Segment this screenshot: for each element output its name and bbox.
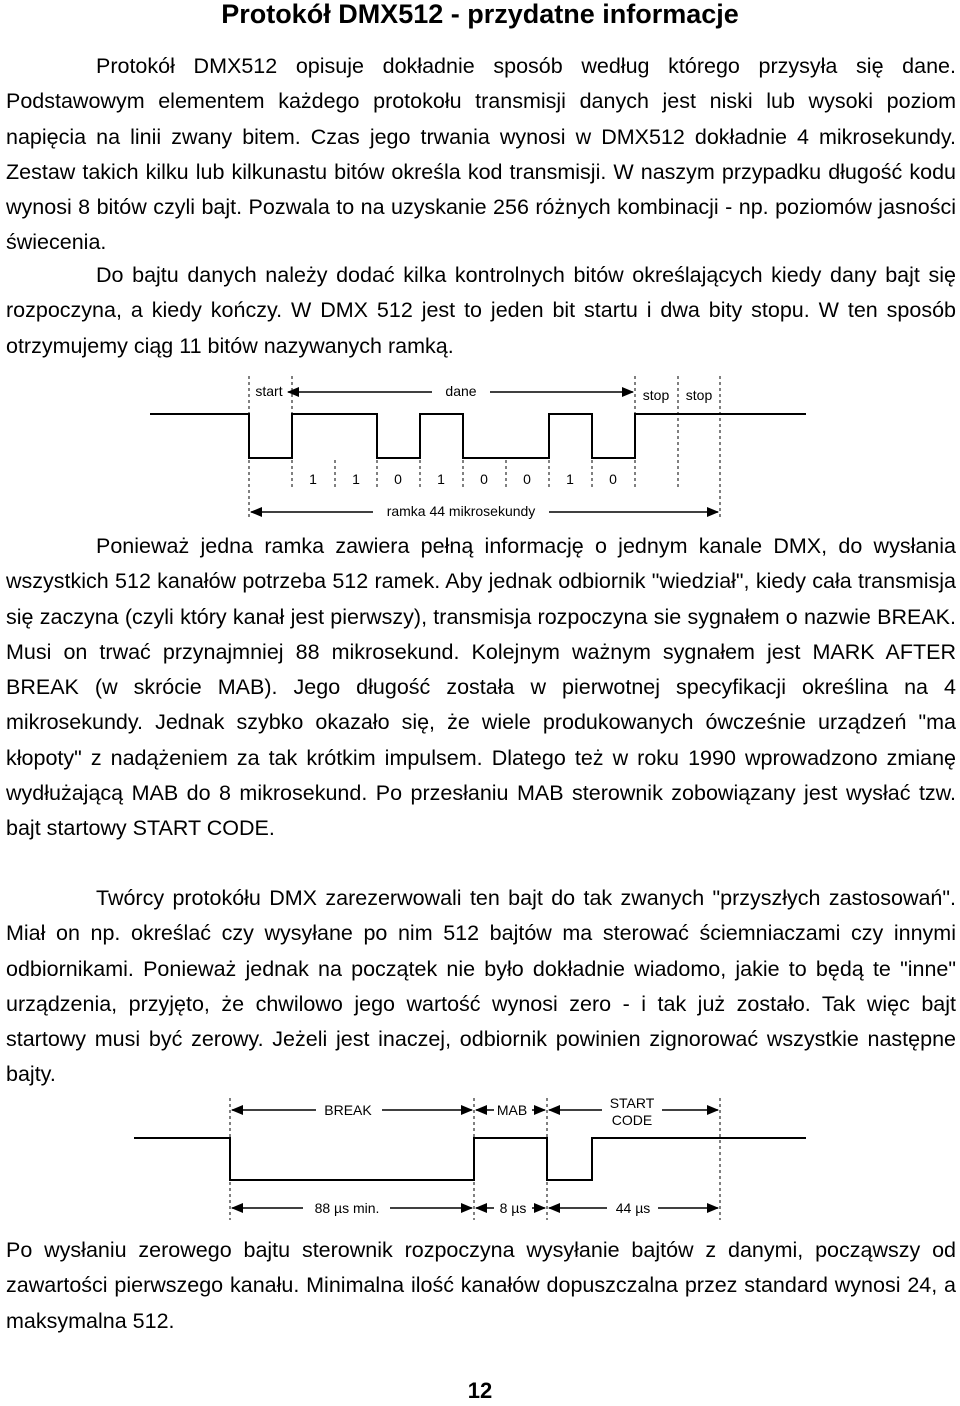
paragraph-control-bits-text: Do bajtu danych należy dodać kilka kontrolnych bitów określających kiedy dany bajt się rozpoczyna, a kiedy kończy. W DMX 512 jest to jeden bit startu i dwa bity stopu. W ten sposób otrzymujemy ciąg 11 bitów nazywanych ramką. [6, 263, 956, 358]
break-label: BREAK [324, 1102, 372, 1118]
paragraph-intro [6, 49, 956, 261]
bit-value: 0 [480, 471, 488, 487]
mab-label: MAB [496, 1102, 528, 1118]
break-timing-diagram [0, 1094, 960, 1224]
paragraph-start-code [6, 881, 956, 1093]
paragraph-intro-text: Protokół DMX512 opisuje dokładnie sposób według którego przysyła się dane. Podstawowym elementem każdego protokołu transmisji danych jest niski lub wysoki poziom napięcia na linii zwany bitem. Czas jego trwania wynosi w DMX512 dokładnie 4 mikrosekundy. Zestaw takich kilku lub kilkunastu bitów określa kod transmisji. W naszym przypadku długość kodu wynosi 8 bitów czyli bajt. Pozwala to na uzyskanie 256 różnych kombinacji - np. poziomów jasności świecenia. [6, 54, 956, 255]
mab-time-label: 8 µs [499, 1200, 527, 1216]
frame-length-label: ramka 44 mikrosekundy [386, 503, 536, 519]
paragraph-control-bits [6, 258, 956, 364]
start-code-label-line2: CODE [611, 1112, 653, 1128]
frame-waveform [150, 414, 806, 458]
page-number: 12 [467, 1378, 493, 1403]
break-time-label: 88 µs min. [314, 1200, 380, 1216]
bit-value: 0 [394, 471, 402, 487]
bit-value: 1 [566, 471, 574, 487]
frame-timing-diagram [0, 372, 960, 524]
bit-value: 1 [352, 471, 360, 487]
bit-value: 0 [523, 471, 531, 487]
bit-value: 1 [309, 471, 317, 487]
page-title: Protokół DMX512 - przydatne informacje [221, 0, 739, 29]
paragraph-break-text: Ponieważ jedna ramka zawiera pełną informację o jednym kanale DMX, do wysłania wszystkich 512 kanałów potrzeba 512 ramek. Aby jednak odbiornik "wiedział", kiedy cała transmisja się zaczyna (czyli który kanał jest pierwszy), transmisja rozpoczyna sie sygnałem o nazwie BREAK. Musi on trwać przynajmniej 88 mikrosekund. Kolejnym ważnym sygnałem jest MARK AFTER BREAK (w skrócie MAB). Jego długość została w pierwotnej specyfikacji określina na 4 mikrosekundy. Jednak szybko okazało się, że wiele produkowanych ówcześnie urządzeń "ma kłopoty" z nadążeniem za tak krótkim impulsem. Dlatego też w roku 1990 wprowadzono zmianę wydłużającą MAB do 8 mikrosekund. Po przesłaniu MAB sterownik zobowiązany jest wysłać tzw. bajt startowy START CODE. [6, 534, 956, 841]
stop-label-1: stop [642, 387, 670, 403]
bit-value: 1 [437, 471, 445, 487]
bit-value: 0 [609, 471, 617, 487]
paragraph-data-bytes-text: Po wysłaniu zerowego bajtu sterownik rozpoczyna wysyłanie bajtów z danymi, począwszy od zawartości pierwszego kanału. Minimalna ilość kanałów dopuszczalna przez standard wynosi 24, a maksymalna 512. [6, 1238, 956, 1333]
stop-label-2: stop [685, 387, 713, 403]
start-label: start [255, 383, 283, 399]
data-label: dane [445, 383, 477, 399]
start-code-time-label: 44 µs [615, 1200, 651, 1216]
paragraph-break [6, 529, 956, 847]
paragraph-start-code-text: Twórcy protokółu DMX zarezerwowali ten bajt do tak zwanych "przyszłych zastosowań". Miał on np. określać czy wysyłane po nim 512 bajtów ma sterować ściemniaczami czy innymi odbiornikami. Ponieważ jednak na początek nie było dokładnie wiadomo, jakie to będą te "inne" urządzenia, przyjęto, że chwilowo jego wartość wynosi zero - i tak już zostało. Tak więc bajt startowy musi być zerowy. Jeżeli jest inaczej, odbiornik powinien zignorować wszystkie następne bajty. [6, 886, 956, 1087]
paragraph-data-bytes [6, 1233, 956, 1339]
start-code-label-line1: START [609, 1095, 655, 1111]
break-waveform [134, 1138, 806, 1180]
